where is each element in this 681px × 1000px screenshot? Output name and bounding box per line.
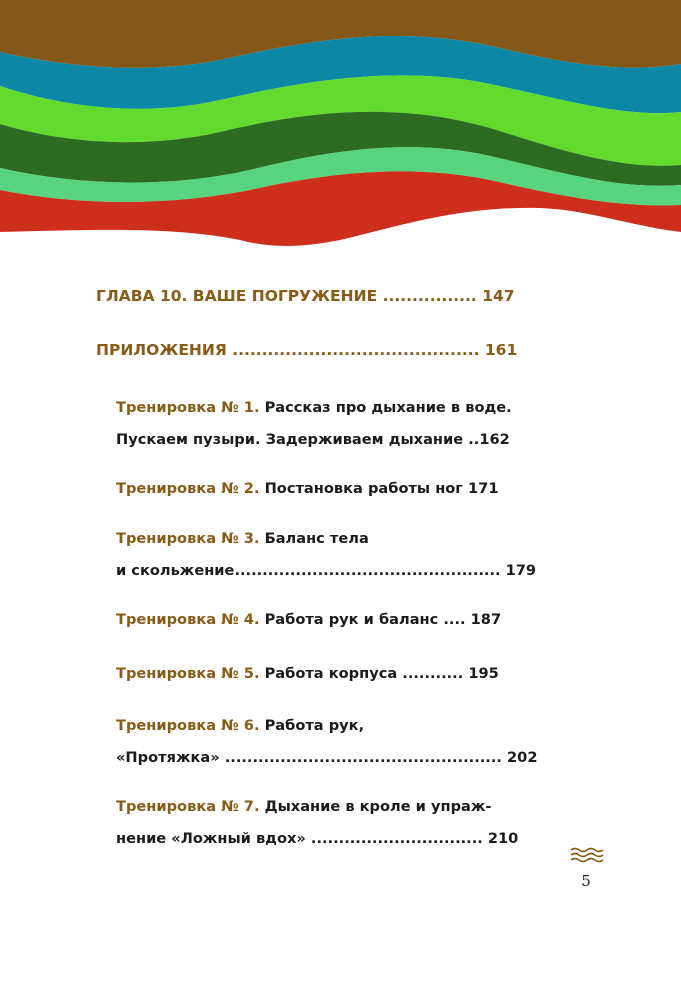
wave-header-illustration xyxy=(0,0,681,270)
waves-icon xyxy=(570,846,604,864)
toc-entry-training-3[interactable] xyxy=(116,523,537,587)
training-title-cont: «Протяжка» xyxy=(116,749,220,766)
training-title: Дыхание в кроле и упраж- xyxy=(259,798,492,815)
page-ref: 162 xyxy=(479,431,510,448)
training-label: Тренировка № 6. xyxy=(116,717,260,734)
page-ref: 210 xyxy=(482,830,519,847)
toc-entry-training-2[interactable] xyxy=(116,473,520,505)
training-title: Работа корпуса xyxy=(259,665,398,682)
page-ref: 195 xyxy=(463,665,499,682)
training-title-cont: Пускаем пузыри. Задерживаем дыхание xyxy=(116,431,464,448)
training-title: Работа рук и баланс xyxy=(259,611,439,628)
leader-dots: ............................... xyxy=(305,830,483,847)
training-title-cont: нение «Ложный вдох» xyxy=(116,830,306,847)
page-ref: 202 xyxy=(501,749,538,766)
leader-dots: .......................................... xyxy=(226,341,480,359)
leader-dots: .. xyxy=(463,431,480,448)
toc-entry-appendix[interactable] xyxy=(96,341,520,359)
page-ref: 161 xyxy=(479,341,518,359)
page-ref: 179 xyxy=(500,562,537,579)
training-label: Тренировка № 3. xyxy=(116,530,260,547)
toc-entry-training-4[interactable] xyxy=(116,604,520,636)
appendix-title: ПРИЛОЖЕНИЯ xyxy=(96,341,227,359)
training-title-cont: и скольжение xyxy=(116,562,235,579)
leader-dots: .................................................. xyxy=(219,749,502,766)
training-label: Тренировка № 7. xyxy=(116,798,260,815)
toc-entry-training-7[interactable] xyxy=(116,791,520,855)
chapter-title: ГЛАВА 10. ВАШЕ ПОГРУЖЕНИЕ xyxy=(96,287,378,305)
page-ref: 171 xyxy=(462,480,499,497)
toc-entry-training-1[interactable] xyxy=(116,392,520,456)
training-label: Тренировка № 4. xyxy=(116,611,260,628)
leader-dots: ........... xyxy=(397,665,464,682)
page-ref: 187 xyxy=(465,611,502,628)
page-ref: 147 xyxy=(476,287,515,305)
leader-dots: ................................................ xyxy=(234,562,501,579)
leader-dots: ................ xyxy=(377,287,477,305)
training-title: Работа рук, xyxy=(259,717,365,734)
toc-entry-chapter-10[interactable] xyxy=(96,287,520,305)
training-title: Баланс тела xyxy=(259,530,369,547)
training-label: Тренировка № 5. xyxy=(116,665,260,682)
training-title: Постановка работы ног xyxy=(259,480,463,497)
training-label: Тренировка № 2. xyxy=(116,480,260,497)
training-title: Рассказ про дыхание в воде. xyxy=(259,399,512,416)
leader-dots: .... xyxy=(438,611,466,628)
page-number: 5 xyxy=(581,872,591,890)
toc-entry-training-5[interactable] xyxy=(116,658,520,690)
toc-entry-training-6[interactable] xyxy=(116,710,538,774)
training-label: Тренировка № 1. xyxy=(116,399,260,416)
